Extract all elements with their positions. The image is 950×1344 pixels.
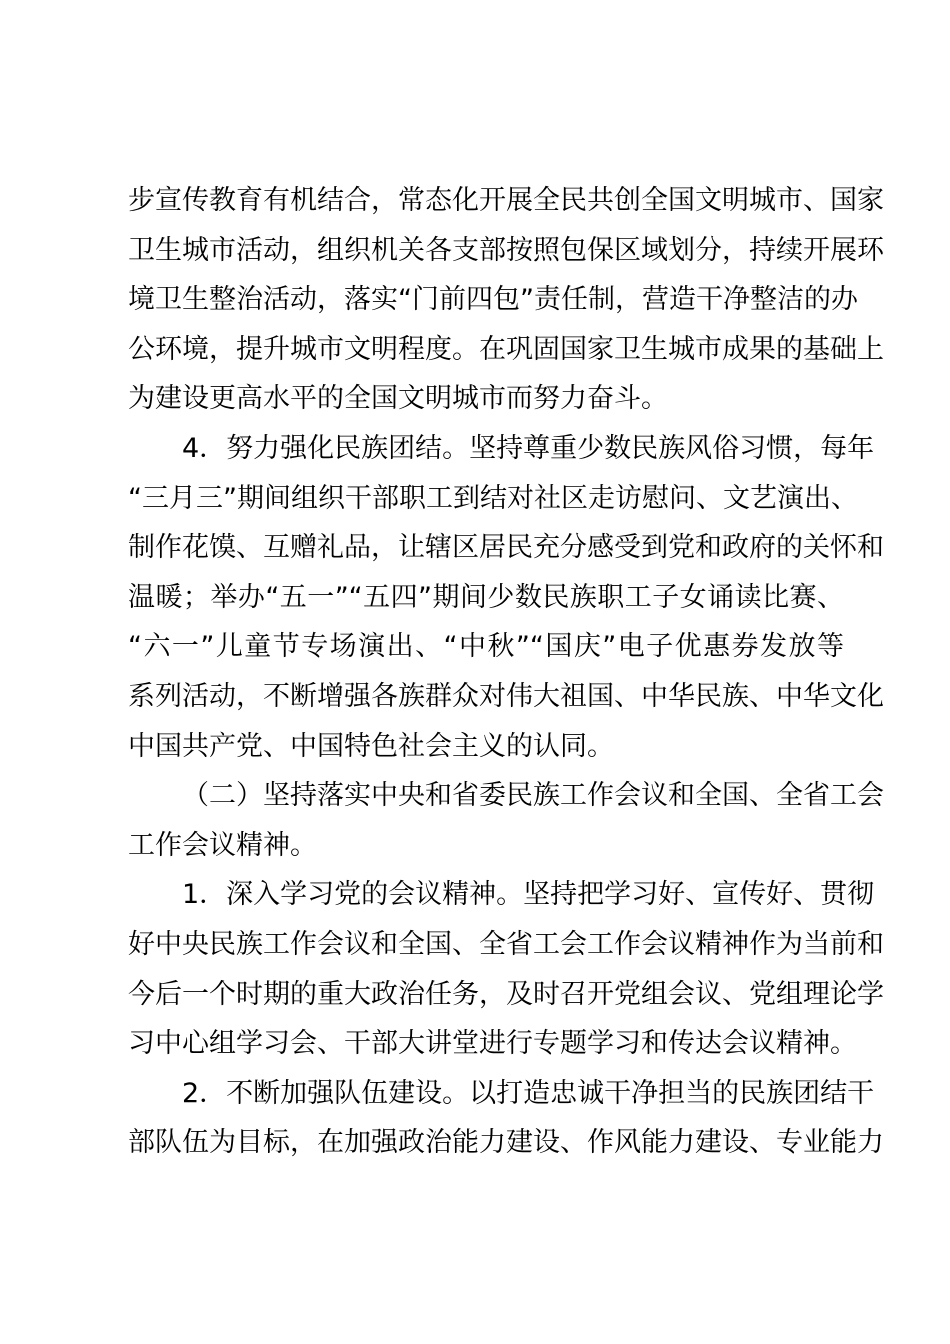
text-line: 今后一个时期的重大政治任务，及时召开党组会议、党组理论学 [128,978,884,1010]
text-line: 为建设更高水平的全国文明城市而努力奋斗。 [128,383,668,415]
text-line: 4．努力强化民族团结。坚持尊重少数民族风俗习惯，每年 [182,432,875,464]
text-line: 制作花馍、互赠礼品，让辖区居民充分感受到党和政府的关怀和 [128,532,884,564]
text-line: 部队伍为目标，在加强政治能力建设、作风能力建设、专业能力 [128,1127,884,1159]
text-line: 温暖；举办“五一”“五四”期间少数民族职工子女诵读比赛、 [128,581,844,613]
text-line: 步宣传教育有机结合，常态化开展全民共创全国文明城市、国家 [128,185,884,216]
text-line: 习中心组学习会、干部大讲堂进行专题学习和传达会议精神。 [128,1028,857,1060]
text-line: 境卫生整治活动，落实“门前四包”责任制，营造干净整洁的办 [128,284,858,316]
text-line: （二）坚持落实中央和省委民族工作会议和全国、全省工会 [182,780,884,812]
text-line: 卫生城市活动，组织机关各支部按照包保区域划分，持续开展环 [128,234,884,266]
text-line: 中国共产党、中国特色社会主义的认同。 [128,730,614,762]
text-line: 工作会议精神。 [128,829,317,861]
text-line: 好中央民族工作会议和全国、全省工会工作会议精神作为当前和 [128,928,884,960]
body-text [128,176,884,1168]
text-line: 1．深入学习党的会议精神。坚持把学习好、宣传好、贯彻 [182,879,875,911]
text-line: 系列活动，不断增强各族群众对伟大祖国、中华民族、中华文化 [128,680,884,712]
text-line: “六一”儿童节专场演出、“中秋”“国庆”电子优惠券发放等 [128,631,844,663]
text-line: 公环境，提升城市文明程度。在巩固国家卫生城市成果的基础上 [128,333,884,365]
text-line: 2．不断加强队伍建设。以打造忠诚干净担当的民族团结干 [182,1077,875,1109]
text-line: “三月三”期间组织干部职工到结对社区走访慰问、文艺演出、 [128,482,858,514]
